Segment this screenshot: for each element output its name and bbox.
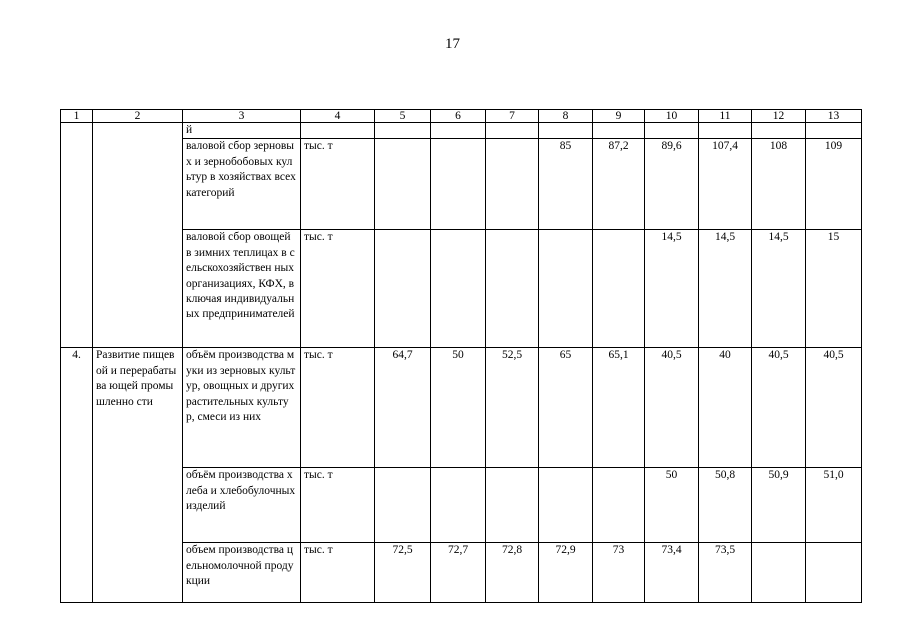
value-cell bbox=[431, 123, 486, 139]
direction-cell: Развитие пищевой и перерабатыва ющей промышленно сти bbox=[93, 348, 183, 603]
value-cell: 73 bbox=[593, 543, 645, 603]
table-row bbox=[61, 348, 862, 468]
unit-cell: тыс. т bbox=[301, 230, 375, 348]
value-cell: 64,7 bbox=[375, 348, 431, 468]
value-cell bbox=[431, 139, 486, 230]
value-cell bbox=[486, 139, 539, 230]
value-cell: 73,5 bbox=[699, 543, 752, 603]
value-cell bbox=[486, 230, 539, 348]
column-header: 3 bbox=[183, 110, 301, 123]
column-header: 8 bbox=[539, 110, 593, 123]
value-cell: 40,5 bbox=[806, 348, 862, 468]
column-header: 11 bbox=[699, 110, 752, 123]
value-cell: 14,5 bbox=[752, 230, 806, 348]
value-cell bbox=[539, 123, 593, 139]
value-cell: 40,5 bbox=[645, 348, 699, 468]
value-cell: 73,4 bbox=[645, 543, 699, 603]
column-header: 13 bbox=[806, 110, 862, 123]
value-cell: 89,6 bbox=[645, 139, 699, 230]
table-row bbox=[61, 123, 862, 139]
value-cell bbox=[486, 123, 539, 139]
column-header: 10 bbox=[645, 110, 699, 123]
value-cell: 14,5 bbox=[645, 230, 699, 348]
value-cell: 14,5 bbox=[699, 230, 752, 348]
value-cell: 107,4 bbox=[699, 139, 752, 230]
direction-cell bbox=[93, 123, 183, 348]
value-cell: 65 bbox=[539, 348, 593, 468]
value-cell: 72,9 bbox=[539, 543, 593, 603]
value-cell: 50 bbox=[431, 348, 486, 468]
value-cell: 108 bbox=[752, 139, 806, 230]
value-cell: 72,5 bbox=[375, 543, 431, 603]
indicator-cell: й bbox=[183, 123, 301, 139]
value-cell: 72,8 bbox=[486, 543, 539, 603]
column-header: 9 bbox=[593, 110, 645, 123]
value-cell: 50,9 bbox=[752, 468, 806, 543]
value-cell bbox=[645, 123, 699, 139]
value-cell bbox=[375, 230, 431, 348]
value-cell bbox=[806, 543, 862, 603]
column-header: 6 bbox=[431, 110, 486, 123]
value-cell: 72,7 bbox=[431, 543, 486, 603]
row-number-cell: 4. bbox=[61, 348, 93, 603]
value-cell bbox=[375, 139, 431, 230]
unit-cell: тыс. т bbox=[301, 468, 375, 543]
unit-cell: тыс. т bbox=[301, 543, 375, 603]
value-cell bbox=[431, 468, 486, 543]
value-cell: 52,5 bbox=[486, 348, 539, 468]
value-cell bbox=[806, 123, 862, 139]
value-cell bbox=[539, 230, 593, 348]
value-cell: 40,5 bbox=[752, 348, 806, 468]
unit-cell: тыс. т bbox=[301, 348, 375, 468]
row-number-cell bbox=[61, 123, 93, 348]
indicator-cell: валовой сбор овощей в зимних теплицах в сельскохозяйствен ных организациях, КФХ, включая индивидуальных предпринимателей bbox=[183, 230, 301, 348]
value-cell: 65,1 bbox=[593, 348, 645, 468]
data-table bbox=[60, 109, 862, 603]
value-cell: 15 bbox=[806, 230, 862, 348]
column-header: 4 bbox=[301, 110, 375, 123]
column-header: 12 bbox=[752, 110, 806, 123]
unit-cell bbox=[301, 123, 375, 139]
value-cell bbox=[593, 123, 645, 139]
column-header: 1 bbox=[61, 110, 93, 123]
value-cell bbox=[699, 123, 752, 139]
value-cell bbox=[593, 230, 645, 348]
value-cell bbox=[375, 123, 431, 139]
table-header-row bbox=[61, 110, 862, 123]
value-cell: 51,0 bbox=[806, 468, 862, 543]
value-cell bbox=[375, 468, 431, 543]
value-cell: 50,8 bbox=[699, 468, 752, 543]
value-cell: 85 bbox=[539, 139, 593, 230]
unit-cell: тыс. т bbox=[301, 139, 375, 230]
indicator-cell: объём производства хлеба и хлебобулочных изделий bbox=[183, 468, 301, 543]
value-cell bbox=[539, 468, 593, 543]
value-cell: 87,2 bbox=[593, 139, 645, 230]
value-cell: 50 bbox=[645, 468, 699, 543]
page-number: 17 bbox=[445, 36, 460, 52]
column-header: 7 bbox=[486, 110, 539, 123]
indicator-cell: валовой сбор зерновых и зернобобовых культур в хозяйствах всех категорий bbox=[183, 139, 301, 230]
column-header: 2 bbox=[93, 110, 183, 123]
indicator-cell: объем производства цельномолочной продукции bbox=[183, 543, 301, 603]
value-cell bbox=[752, 123, 806, 139]
value-cell bbox=[431, 230, 486, 348]
value-cell: 40 bbox=[699, 348, 752, 468]
value-cell bbox=[752, 543, 806, 603]
value-cell: 109 bbox=[806, 139, 862, 230]
column-header: 5 bbox=[375, 110, 431, 123]
value-cell bbox=[593, 468, 645, 543]
value-cell bbox=[486, 468, 539, 543]
indicator-cell: объём производства муки из зерновых культур, овощных и других растительных культур, смеси из них bbox=[183, 348, 301, 468]
